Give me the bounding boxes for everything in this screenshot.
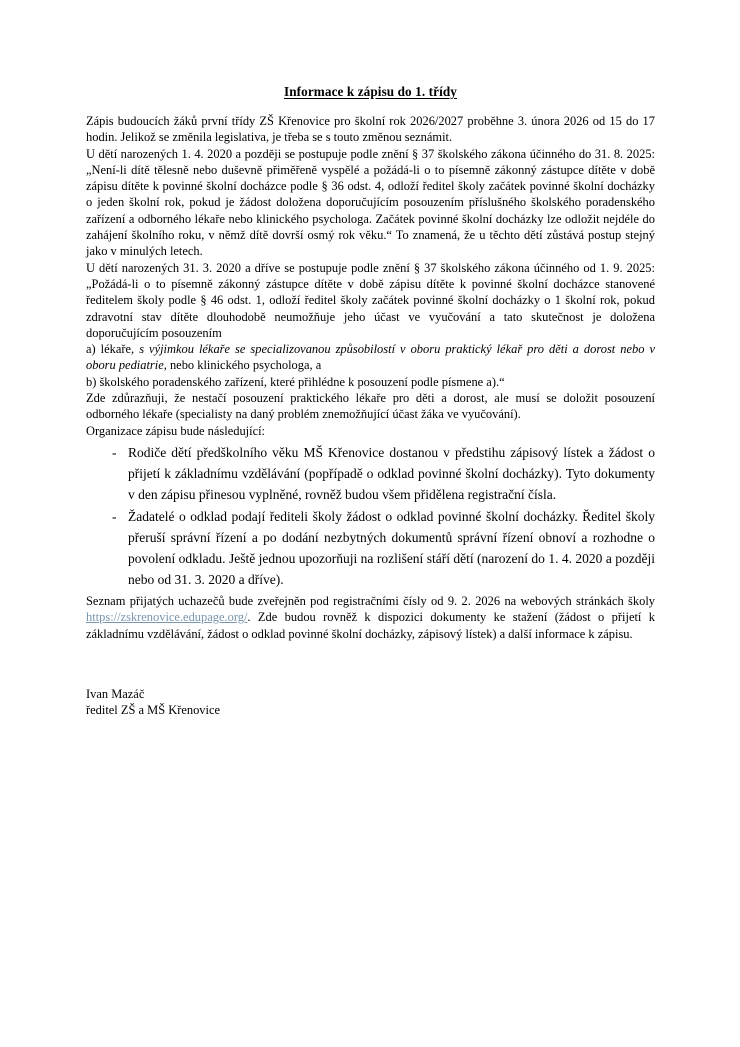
paragraph-rule-2020-later: U dětí narozených 1. 4. 2020 a později se postupuje podle znění § 37 školského zákona účinného do 31. 8. 2025: „Není-li dítě tělesně nebo duševně přiměřeně vyspělé a požádá-li o to písemně zákonný zástupce dítěte v době zápisu dítěte k povinné školní docházce podle § 36 odst. 4, odloží ředitel školy začátek povinné školní docházky o jeden školní rok, pokud je žádost doložena doporučujícím posouzením příslušného školského poradenského zařízení a odborného lékaře nebo klinického psychologa. Začátek povinné školní docházky lze odložit nejdéle do zahájení školního roku, v němž dítě dovrší osmý rok věku.“ To znamená, že u těchto dětí zůstává postup stejný jako v minulých letech.: [86, 146, 655, 259]
paragraph-intro: Zápis budoucích žáků první třídy ZŠ Křenovice pro školní rok 2026/2027 proběhne 3. února 2026 od 15 do 17 hodin. Jelikož se změnila legislativa, je třeba se s touto změnou seznámit.: [86, 114, 655, 145]
point-a-tail: , nebo klinického psychologa, a: [163, 358, 322, 373]
organization-list: [86, 442, 655, 590]
signature-name: Ivan Mazáč: [86, 686, 145, 701]
signature-role: ředitel ZŠ a MŠ Křenovice: [86, 703, 221, 718]
list-marker-icon: -: [112, 508, 117, 524]
paragraph-emphasis: Zde zdůrazňuji, že nestačí posouzení praktického lékaře pro děti a dorost, ale musí se doložit posouzení odborného lékaře (specialisty na daný problém znemožňující účast žáka ve vyučování).: [86, 391, 655, 422]
point-a-lead: a) lékaře,: [86, 342, 140, 357]
list-item: [86, 506, 655, 590]
paragraph-rule-2020-earlier: U dětí narozených 31. 3. 2020 a dříve se postupuje podle znění § 37 školského zákona účinného od 1. 9. 2025: „Požádá-li o to písemně zákonný zástupce dítěte v době zápisu dítěte k povinné školní docházce stanovené ředitelem školy podle § 46 odst. 1, odloží ředitel školy začátek povinné školní docházky o 1 školní rok, pokud zdravotní stav dítěte dlouhodobě neumožňuje jeho účast ve vyučování a tato skutečnost je doložena doporučujícím posouzením: [86, 260, 655, 340]
document-content: [86, 84, 655, 718]
signature-block: [86, 686, 655, 719]
list-item-text: Rodiče dětí předškolního věku MŠ Křenovice dostanou v předstihu zápisový lístek a žádost o přijetí k základnímu vzdělávání (popřípadě o odklad povinné školní docházky). Tyto dokumenty v den zápisu přinesou vyplněné, rovněž budou všem přidělena registrační čísla.: [128, 444, 655, 502]
paragraph-point-a: [86, 341, 655, 374]
list-marker-icon: -: [112, 444, 117, 460]
final-text-after-link: . Zde budou rovněž k dispozici dokumenty ke stažení (žádost o přijetí k základnímu vzdělávání, žádost o odklad povinné školní docházky, zápisový lístek) a další informace k zápisu.: [86, 610, 655, 641]
paragraph-final: [86, 593, 655, 642]
paragraph-organization-lead: Organizace zápisu bude následující:: [86, 423, 266, 438]
page-title: Informace k zápisu do 1. třídy: [284, 84, 457, 99]
edupage-website-link[interactable]: https://zskrenovice.edupage.org/: [86, 610, 248, 625]
point-a-italic-exception: s výjimkou lékaře se specializovanou způsobilostí v oboru praktický lékař pro děti a dorost nebo v oboru pediatrie: [86, 342, 655, 373]
list-item: [86, 442, 655, 505]
paragraph-point-b: b) školského poradenského zařízení, které přihlédne k posouzení podle písmene a).“: [86, 374, 505, 389]
final-text-before-link: Seznam přijatých uchazečů bude zveřejněn pod registračními čísly od 9. 2. 2026 na webových stránkách školy: [86, 593, 655, 608]
list-item-text: Žadatelé o odklad podají řediteli školy žádost o odklad povinné školní docházky. Ředitel školy přeruší správní řízení a po dodání nezbytných dokumentů správní řízení obnoví a rozhodne o povolení odkladu. Ještě jednou upozorňuji na rozlišení stáří dětí (narození do 1. 4. 2020 a později nebo od 31. 3. 2020 a dříve).: [128, 508, 655, 587]
